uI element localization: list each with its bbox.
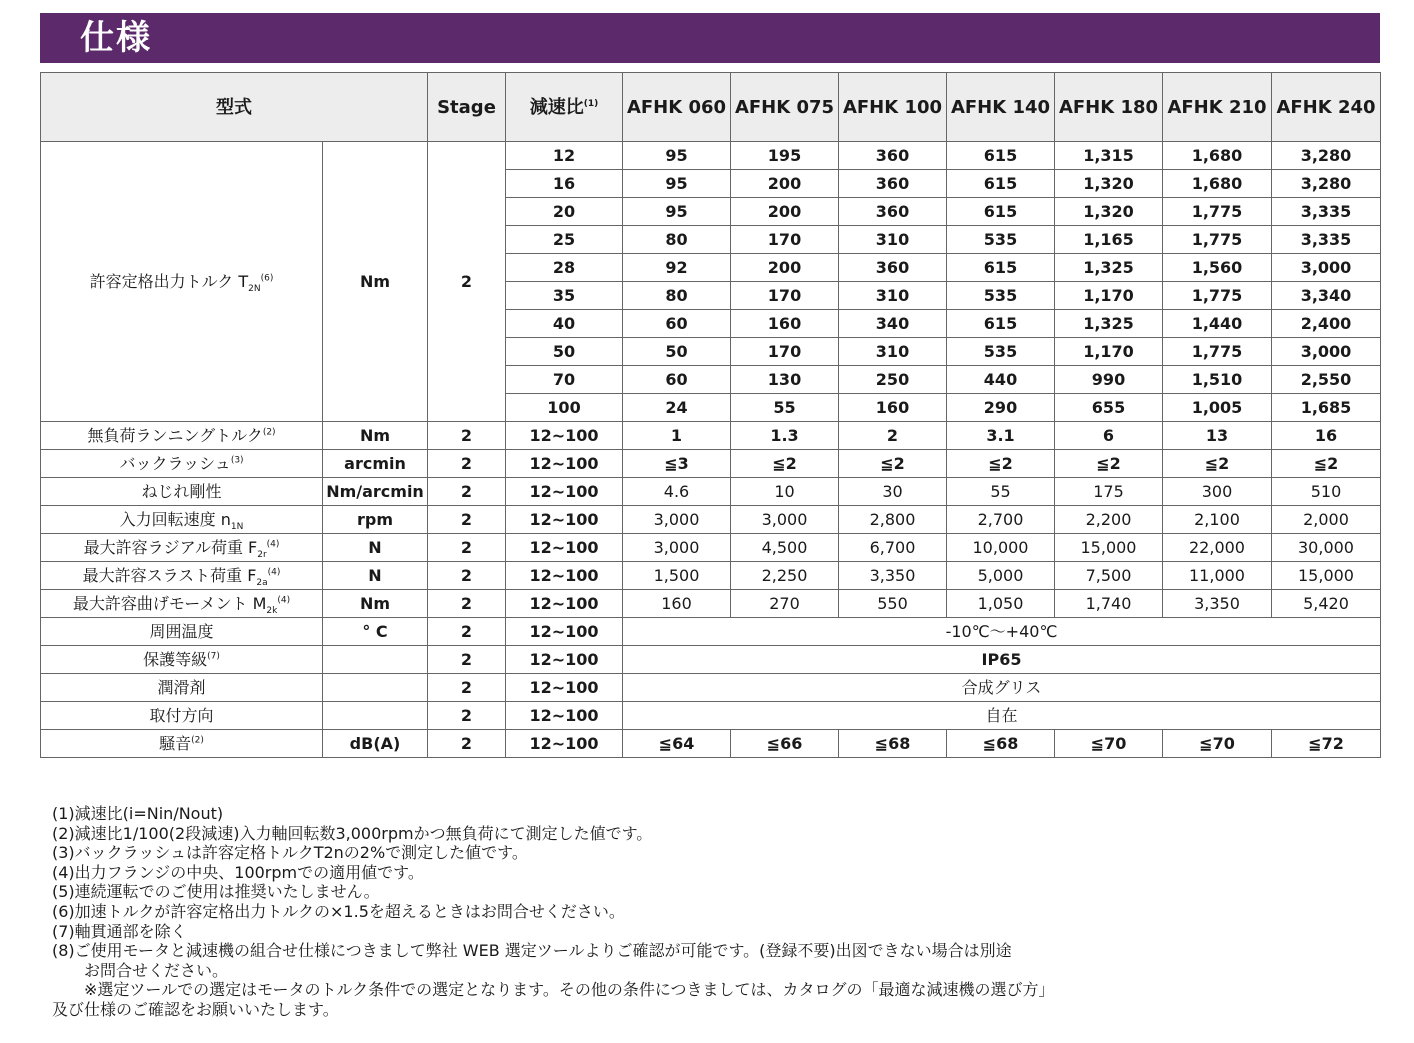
- unit-cell: Nm/arcmin: [323, 478, 428, 506]
- value-cell: 4.6: [623, 478, 731, 506]
- merged-value-cell: IP65: [623, 646, 1381, 674]
- value-cell: 1,740: [1055, 590, 1163, 618]
- value-cell: 535: [947, 338, 1055, 366]
- model-afhk100: AFHK 100: [839, 73, 947, 142]
- row-label: [41, 590, 323, 618]
- value-cell: 290: [947, 394, 1055, 422]
- unit-cell: [323, 702, 428, 730]
- ratio-cell: 12~100: [506, 562, 623, 590]
- value-cell: 1: [623, 422, 731, 450]
- row-label-sub: 2a: [256, 578, 268, 589]
- footnote: (4)出力フランジの中央、100rpmでの適用値です。: [52, 862, 424, 882]
- value-cell: 175: [1055, 478, 1163, 506]
- row-label-sub: 2r: [257, 550, 267, 561]
- table-row: [41, 618, 1381, 646]
- value-cell: 535: [947, 226, 1055, 254]
- value-cell: 360: [839, 170, 947, 198]
- footnote: (1)減速比(i=Nin/Nout): [52, 804, 224, 823]
- value-cell: 60: [623, 366, 731, 394]
- model-afhk240: AFHK 240: [1272, 73, 1381, 142]
- unit-cell: [323, 674, 428, 702]
- model-header: 型式: [41, 73, 428, 142]
- footnotes: [52, 804, 1392, 1020]
- value-cell: 1,560: [1163, 254, 1272, 282]
- value-cell: 55: [731, 394, 839, 422]
- ratio-cell: 12~100: [506, 702, 623, 730]
- value-cell: 1,775: [1163, 226, 1272, 254]
- ratio-cell: 70: [506, 366, 623, 394]
- value-cell: 13: [1163, 422, 1272, 450]
- ratio-cell: 12~100: [506, 646, 623, 674]
- row-label-sup: (4): [277, 595, 291, 606]
- value-cell: ≦68: [839, 730, 947, 758]
- value-cell: 10,000: [947, 534, 1055, 562]
- value-cell: 3,000: [1272, 254, 1381, 282]
- value-cell: 1,685: [1272, 394, 1381, 422]
- ratio-cell: 12~100: [506, 730, 623, 758]
- footnote: (5)連続運転でのご使用は推奨いたしません。: [52, 882, 380, 902]
- value-cell: 360: [839, 198, 947, 226]
- value-cell: 1,775: [1163, 338, 1272, 366]
- footnote: (8)ご使用モータと減速機の組合せ仕様につきまして弊社 WEB 選定ツールよりご確認が可能です。(登録不要)出図できない場合は別途: [52, 941, 1012, 961]
- row-label: [41, 534, 323, 562]
- ratio-cell: 12~100: [506, 450, 623, 478]
- unit-cell: Nm: [323, 590, 428, 618]
- row-label: [41, 702, 323, 730]
- ratio-cell: 20: [506, 198, 623, 226]
- stage-cell: 2: [428, 674, 506, 702]
- row-label-text: 最大許容スラスト荷重 F: [82, 566, 257, 585]
- value-cell: 510: [1272, 478, 1381, 506]
- ratio-cell: 50: [506, 338, 623, 366]
- value-cell: ≦2: [1055, 450, 1163, 478]
- unit-cell: rpm: [323, 506, 428, 534]
- value-cell: 990: [1055, 366, 1163, 394]
- row-label-text: 周囲温度: [149, 622, 214, 641]
- value-cell: 11,000: [1163, 562, 1272, 590]
- value-cell: 24: [623, 394, 731, 422]
- ratio-cell: 12~100: [506, 618, 623, 646]
- header-bar: [40, 13, 1380, 63]
- stage-cell: 2: [428, 422, 506, 450]
- value-cell: 360: [839, 142, 947, 170]
- value-cell: 1,680: [1163, 142, 1272, 170]
- value-cell: 1,325: [1055, 254, 1163, 282]
- table-row: [41, 702, 1381, 730]
- row-label-text: 潤滑剤: [157, 678, 206, 697]
- footnote: ※選定ツールでの選定はモータのトルク条件での選定となります。その他の条件につきましては、カタログの「最適な減速機の選び方」: [84, 980, 1055, 1000]
- table-row: [41, 562, 1381, 590]
- value-cell: 2,400: [1272, 310, 1381, 338]
- row-label: [41, 450, 323, 478]
- value-cell: 170: [731, 338, 839, 366]
- value-cell: 2,550: [1272, 366, 1381, 394]
- merged-value-cell: 合成グリス: [623, 674, 1381, 702]
- stage-cell: 2: [428, 590, 506, 618]
- value-cell: 1.3: [731, 422, 839, 450]
- unit-cell: ° C: [323, 618, 428, 646]
- row-label-sub: 1N: [230, 522, 244, 533]
- value-cell: ≦70: [1055, 730, 1163, 758]
- value-cell: 200: [731, 254, 839, 282]
- value-cell: 16: [1272, 422, 1381, 450]
- value-cell: 1,325: [1055, 310, 1163, 338]
- stage-cell: 2: [428, 506, 506, 534]
- value-cell: 2,250: [731, 562, 839, 590]
- value-cell: 615: [947, 310, 1055, 338]
- ratio-header: [506, 73, 623, 142]
- unit-cell: Nm: [323, 422, 428, 450]
- value-cell: 22,000: [1163, 534, 1272, 562]
- stage-cell: 2: [428, 562, 506, 590]
- value-cell: 4,500: [731, 534, 839, 562]
- row-label: [41, 730, 323, 758]
- row-label-sub: 2k: [266, 606, 278, 617]
- ratio-header-sup: (1): [583, 98, 599, 109]
- model-afhk180: AFHK 180: [1055, 73, 1163, 142]
- ratio-cell: 12~100: [506, 478, 623, 506]
- value-cell: ≦66: [731, 730, 839, 758]
- value-cell: 5,000: [947, 562, 1055, 590]
- value-cell: 300: [1163, 478, 1272, 506]
- row-label-text: バックラッシュ: [119, 454, 231, 473]
- row-label: [41, 646, 323, 674]
- value-cell: 1,775: [1163, 282, 1272, 310]
- ratio-cell: 100: [506, 394, 623, 422]
- value-cell: 310: [839, 338, 947, 366]
- value-cell: ≦2: [1163, 450, 1272, 478]
- value-cell: 340: [839, 310, 947, 338]
- ratio-cell: 12: [506, 142, 623, 170]
- table-row: [41, 590, 1381, 618]
- row-label-text: 入力回転速度 n: [119, 510, 231, 529]
- table-row: [41, 730, 1381, 758]
- value-cell: 170: [731, 282, 839, 310]
- value-cell: 1,510: [1163, 366, 1272, 394]
- footnote: (6)加速トルクが許容定格出力トルクの×1.5を超えるときはお問合せください。: [52, 901, 625, 921]
- value-cell: 92: [623, 254, 731, 282]
- row-label-sup: (2): [191, 735, 204, 746]
- ratio-header-label: 減速比: [529, 96, 584, 118]
- value-cell: 160: [623, 590, 731, 618]
- value-cell: 30: [839, 478, 947, 506]
- table-row: [41, 450, 1381, 478]
- value-cell: 195: [731, 142, 839, 170]
- stage-cell: 2: [428, 142, 506, 422]
- row-label-text: 許容定格出力トルク T: [89, 272, 249, 291]
- value-cell: 2,800: [839, 506, 947, 534]
- value-cell: ≦64: [623, 730, 731, 758]
- value-cell: 2,200: [1055, 506, 1163, 534]
- value-cell: 3,350: [1163, 590, 1272, 618]
- row-label-text: 無負荷ランニングトルク: [87, 426, 263, 445]
- ratio-cell: 25: [506, 226, 623, 254]
- row-label: [41, 618, 323, 646]
- footnote: お問合せください。: [84, 960, 229, 980]
- value-cell: 80: [623, 282, 731, 310]
- row-label-sup: (6): [260, 273, 274, 284]
- value-cell: 3,000: [1272, 338, 1381, 366]
- value-cell: ≦70: [1163, 730, 1272, 758]
- value-cell: 535: [947, 282, 1055, 310]
- stage-cell: 2: [428, 450, 506, 478]
- stage-cell: 2: [428, 618, 506, 646]
- unit-cell: arcmin: [323, 450, 428, 478]
- stage-header: Stage: [428, 73, 506, 142]
- row-label: [41, 422, 323, 450]
- value-cell: 655: [1055, 394, 1163, 422]
- ratio-cell: 12~100: [506, 422, 623, 450]
- value-cell: ≦2: [1272, 450, 1381, 478]
- value-cell: 5,420: [1272, 590, 1381, 618]
- value-cell: 50: [623, 338, 731, 366]
- spec-table: [40, 72, 1381, 758]
- ratio-cell: 12~100: [506, 590, 623, 618]
- value-cell: 3,335: [1272, 226, 1381, 254]
- value-cell: ≦2: [731, 450, 839, 478]
- stage-cell: 2: [428, 478, 506, 506]
- row-label-text: 騒音: [159, 734, 192, 753]
- value-cell: 55: [947, 478, 1055, 506]
- value-cell: ≦2: [839, 450, 947, 478]
- row-label: [41, 506, 323, 534]
- value-cell: 200: [731, 170, 839, 198]
- value-cell: 1,440: [1163, 310, 1272, 338]
- footnote: 及び仕様のご確認をお願いいたします。: [52, 999, 339, 1019]
- value-cell: 1,320: [1055, 170, 1163, 198]
- row-label-sup: (2): [262, 427, 276, 438]
- value-cell: 2,100: [1163, 506, 1272, 534]
- value-cell: 1,170: [1055, 282, 1163, 310]
- value-cell: 3,340: [1272, 282, 1381, 310]
- spec-table-body: [41, 142, 1381, 758]
- stage-cell: 2: [428, 646, 506, 674]
- value-cell: 550: [839, 590, 947, 618]
- row-label-text: 最大許容曲げモーメント M: [72, 594, 267, 613]
- value-cell: 1,165: [1055, 226, 1163, 254]
- value-cell: 130: [731, 366, 839, 394]
- value-cell: 2: [839, 422, 947, 450]
- unit-cell: dB(A): [323, 730, 428, 758]
- value-cell: 3,335: [1272, 198, 1381, 226]
- row-label-sup: (7): [207, 651, 220, 662]
- table-row: [41, 674, 1381, 702]
- value-cell: 200: [731, 198, 839, 226]
- value-cell: ≦3: [623, 450, 731, 478]
- table-row: [41, 646, 1381, 674]
- row-label-sup: (4): [266, 539, 280, 550]
- model-afhk140: AFHK 140: [947, 73, 1055, 142]
- row-label-sup: (3): [230, 455, 244, 466]
- value-cell: 3,000: [623, 506, 731, 534]
- value-cell: ≦68: [947, 730, 1055, 758]
- value-cell: 3,350: [839, 562, 947, 590]
- ratio-cell: 16: [506, 170, 623, 198]
- value-cell: 3,000: [731, 506, 839, 534]
- value-cell: 170: [731, 226, 839, 254]
- model-afhk075: AFHK 075: [731, 73, 839, 142]
- value-cell: 1,775: [1163, 198, 1272, 226]
- footnote: (7)軸貫通部を除く: [52, 921, 187, 941]
- value-cell: 6: [1055, 422, 1163, 450]
- stage-cell: 2: [428, 534, 506, 562]
- ratio-cell: 12~100: [506, 506, 623, 534]
- ratio-cell: 28: [506, 254, 623, 282]
- value-cell: 6,700: [839, 534, 947, 562]
- value-cell: 30,000: [1272, 534, 1381, 562]
- value-cell: 270: [731, 590, 839, 618]
- value-cell: 10: [731, 478, 839, 506]
- value-cell: 1,500: [623, 562, 731, 590]
- value-cell: 80: [623, 226, 731, 254]
- value-cell: 1,315: [1055, 142, 1163, 170]
- row-label-sub: 2N: [248, 284, 261, 295]
- value-cell: 1,050: [947, 590, 1055, 618]
- value-cell: 15,000: [1272, 562, 1381, 590]
- unit-cell: [323, 646, 428, 674]
- value-cell: 615: [947, 198, 1055, 226]
- unit-cell: N: [323, 534, 428, 562]
- value-cell: 3,280: [1272, 170, 1381, 198]
- ratio-cell: 40: [506, 310, 623, 338]
- ratio-cell: 12~100: [506, 674, 623, 702]
- value-cell: 3,000: [623, 534, 731, 562]
- value-cell: 95: [623, 142, 731, 170]
- value-cell: ≦2: [947, 450, 1055, 478]
- row-label-text: ねじれ剛性: [141, 482, 222, 501]
- table-row: [41, 142, 1381, 170]
- value-cell: 615: [947, 142, 1055, 170]
- value-cell: 3,280: [1272, 142, 1381, 170]
- value-cell: 360: [839, 254, 947, 282]
- model-afhk210: AFHK 210: [1163, 73, 1272, 142]
- row-label: [41, 142, 323, 422]
- value-cell: 3.1: [947, 422, 1055, 450]
- value-cell: 160: [731, 310, 839, 338]
- table-row: [41, 534, 1381, 562]
- unit-cell: Nm: [323, 142, 428, 422]
- stage-cell: 2: [428, 702, 506, 730]
- value-cell: 95: [623, 198, 731, 226]
- row-label-text: 保護等級: [143, 650, 208, 669]
- value-cell: 1,680: [1163, 170, 1272, 198]
- table-row: [41, 422, 1381, 450]
- header-row: [41, 73, 1381, 142]
- value-cell: 310: [839, 282, 947, 310]
- row-label-text: 最大許容ラジアル荷重 F: [83, 538, 258, 557]
- merged-value-cell: -10℃～+40℃: [623, 618, 1381, 646]
- row-label: [41, 562, 323, 590]
- footnote: (3)バックラッシュは許容定格トルクT2nの2%で測定した値です。: [52, 843, 528, 863]
- page-title: 仕様: [80, 18, 152, 58]
- value-cell: 15,000: [1055, 534, 1163, 562]
- value-cell: 310: [839, 226, 947, 254]
- stage-cell: 2: [428, 730, 506, 758]
- footnote: (2)減速比1/100(2段減速)入力軸回転数3,000rpmかつ無負荷にて測定した値です。: [52, 823, 653, 843]
- value-cell: 1,005: [1163, 394, 1272, 422]
- value-cell: 615: [947, 170, 1055, 198]
- value-cell: 95: [623, 170, 731, 198]
- value-cell: 2,000: [1272, 506, 1381, 534]
- row-label-text: 取付方向: [149, 706, 214, 725]
- value-cell: 60: [623, 310, 731, 338]
- model-afhk060: AFHK 060: [623, 73, 731, 142]
- value-cell: 160: [839, 394, 947, 422]
- value-cell: 7,500: [1055, 562, 1163, 590]
- ratio-cell: 12~100: [506, 534, 623, 562]
- merged-value-cell: 自在: [623, 702, 1381, 730]
- value-cell: 1,320: [1055, 198, 1163, 226]
- value-cell: 615: [947, 254, 1055, 282]
- unit-cell: N: [323, 562, 428, 590]
- table-row: [41, 506, 1381, 534]
- value-cell: 440: [947, 366, 1055, 394]
- value-cell: ≦72: [1272, 730, 1381, 758]
- ratio-cell: 35: [506, 282, 623, 310]
- row-label: [41, 478, 323, 506]
- value-cell: 1,170: [1055, 338, 1163, 366]
- value-cell: 250: [839, 366, 947, 394]
- row-label-sup: (4): [267, 567, 281, 578]
- row-label: [41, 674, 323, 702]
- value-cell: 2,700: [947, 506, 1055, 534]
- table-row: [41, 478, 1381, 506]
